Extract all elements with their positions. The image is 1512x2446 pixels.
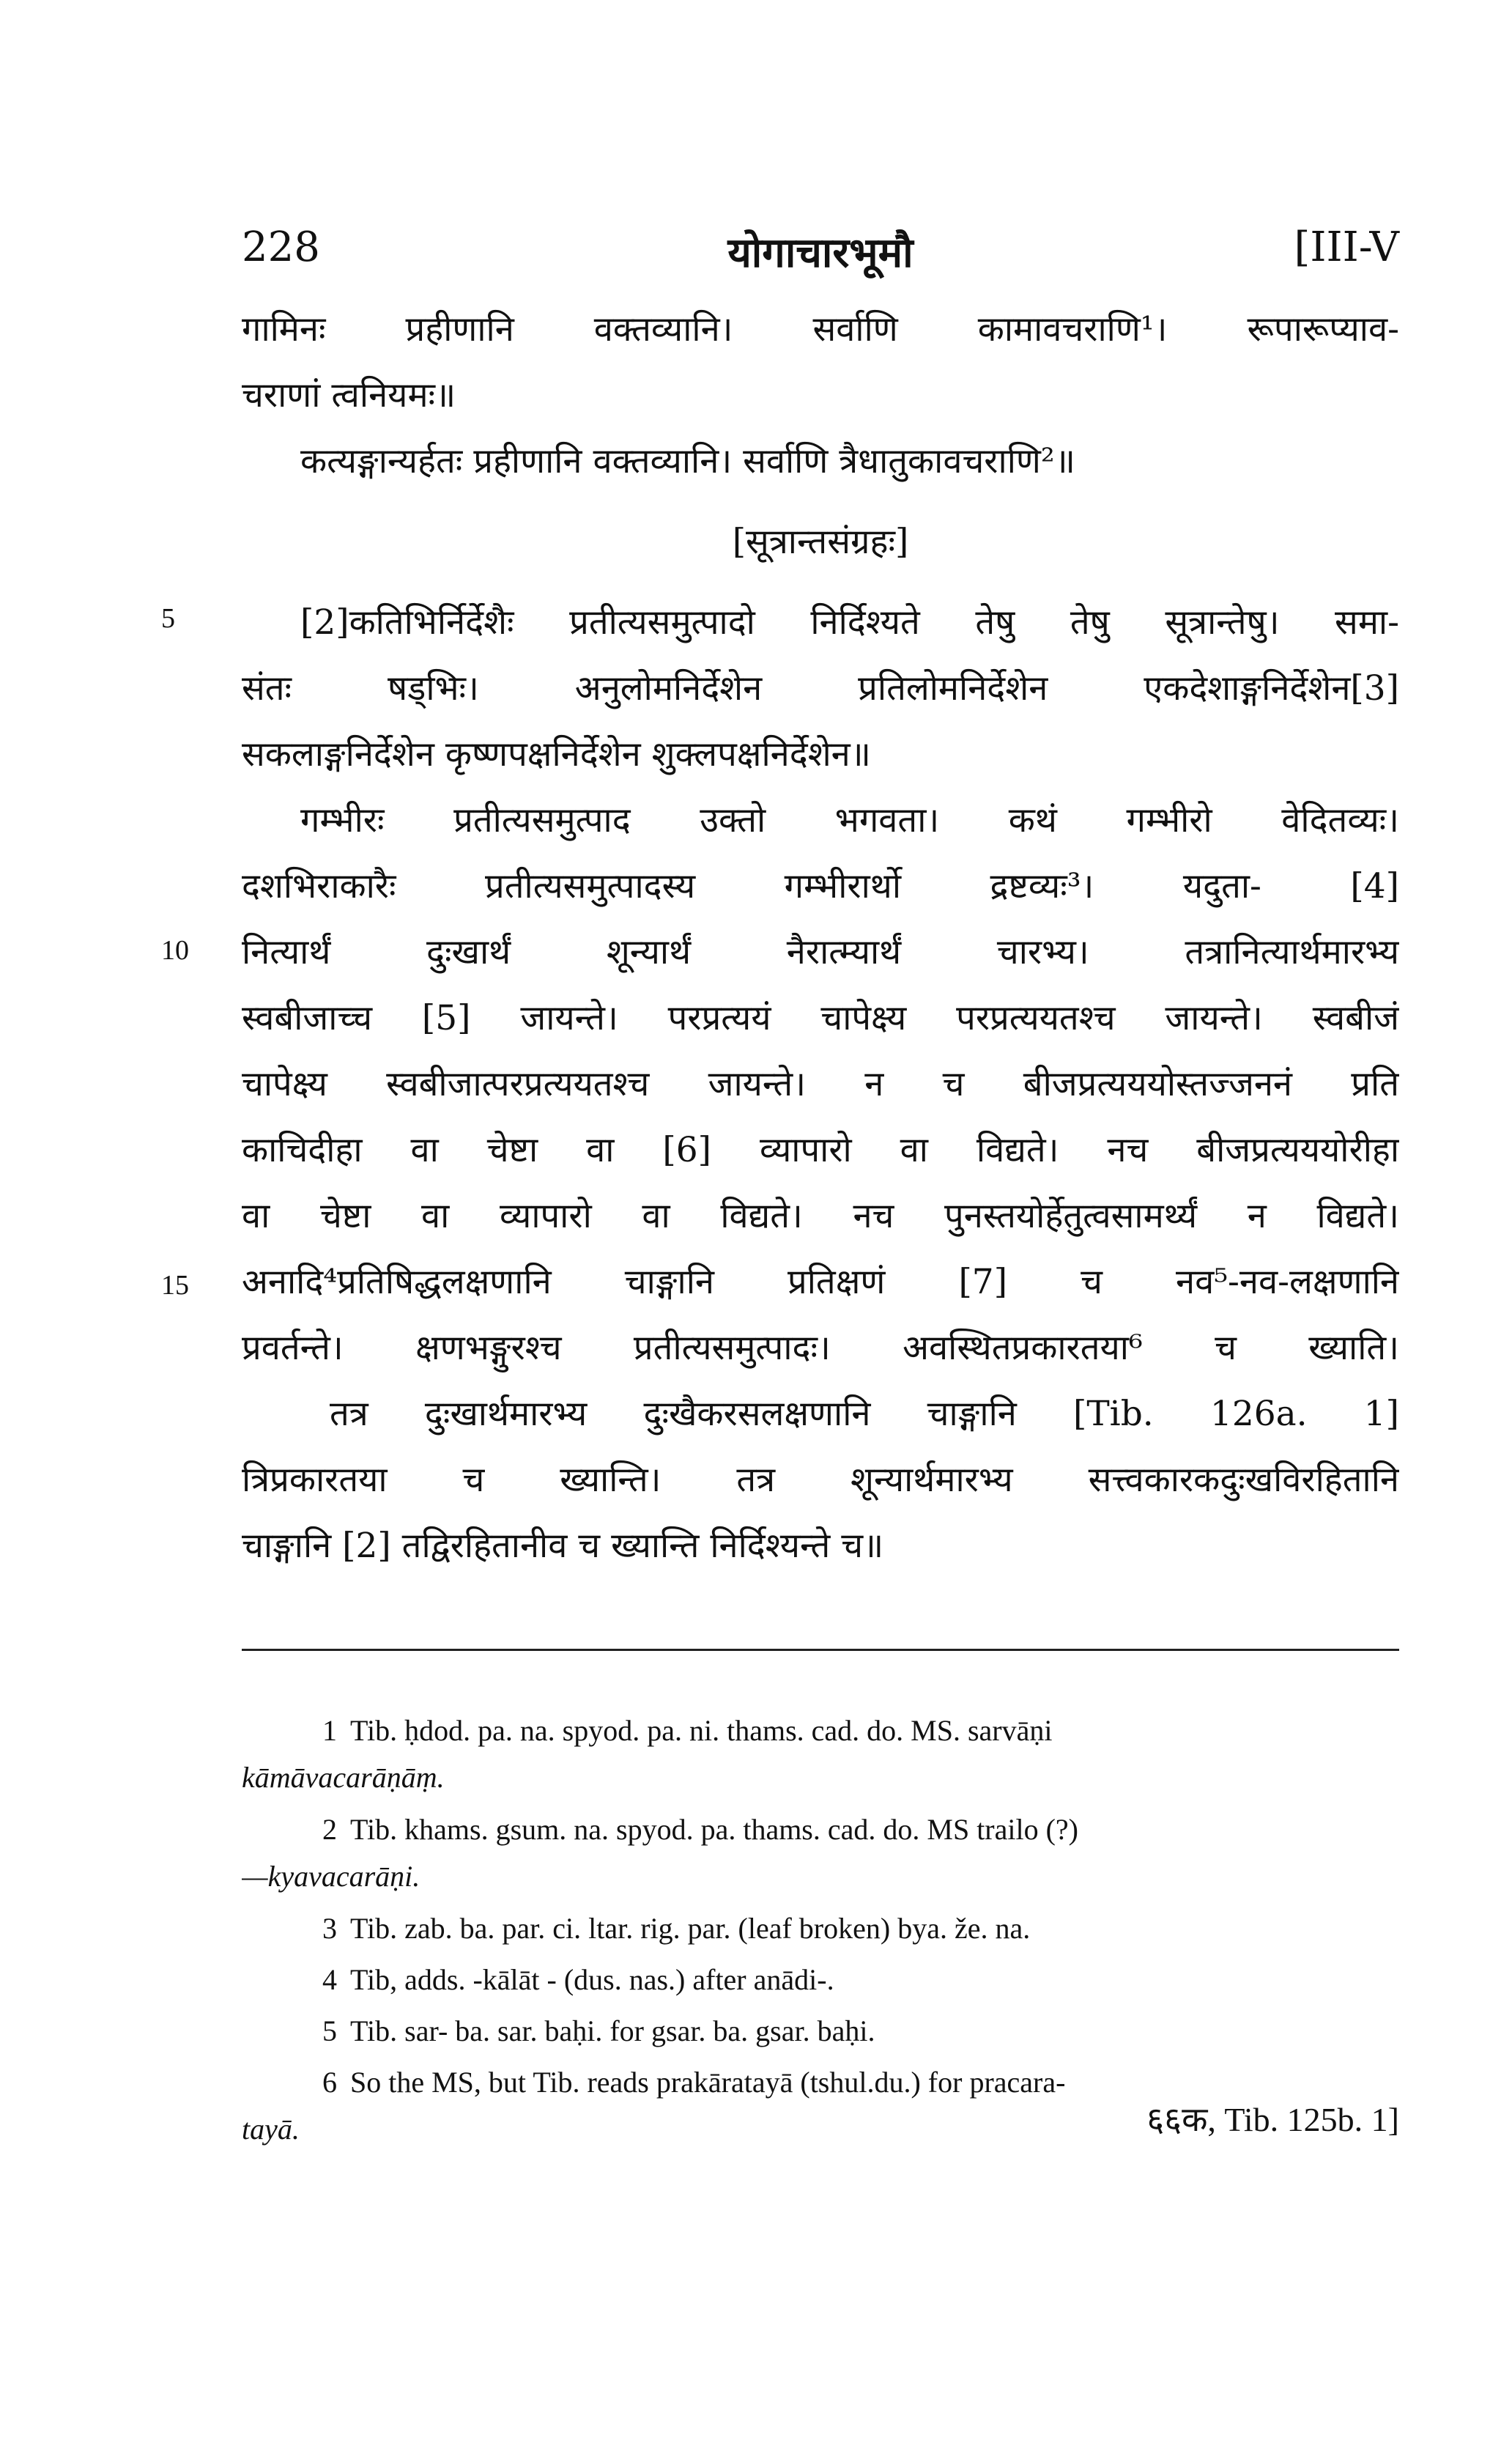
text-line: नित्यार्थं दुःखार्थं शून्यार्थं नैरात्म्यार्थं चारभ्य। तत्रानित्यार्थमारभ्य [242, 932, 1399, 972]
text-line: प्रवर्तन्ते। क्षणभङ्गुरश्च प्रतीत्यसमुत्पादः। अवस्थितप्रकारतया⁶ च ख्याति। [242, 1328, 1399, 1368]
text-line: चराणां त्वनियमः॥ [242, 375, 456, 415]
page-number: 228 [242, 223, 320, 271]
text-line: सकलाङ्गनिर्देशेन कृष्णपक्षनिर्देशेन शुक्लपक्षनिर्देशेन॥ [242, 734, 871, 775]
section-label: [III-V [1294, 223, 1399, 271]
text-line: काचिदीहा वा चेष्टा वा [6] व्यापारो वा विद्यते। नच बीजप्रत्यययोरीहा [242, 1130, 1399, 1170]
text-line: कत्यङ्गान्यर्हतः प्रहीणानि वक्तव्यानि। सर्वाणि त्रैधातुकावचराणि²॥ [300, 441, 1075, 481]
line-number: 10 [161, 935, 189, 966]
running-title: योगाचारभूमौ [727, 229, 914, 277]
footnote-continuation: kāmāvacarāṇāṃ. [242, 1761, 445, 1794]
text-line: चाङ्गानि [2] तद्विरहितानीव च ख्यान्ति निर्दिश्यन्ते च॥ [242, 1526, 884, 1566]
footnote [242, 1905, 1399, 1952]
line-number: 15 [161, 1270, 189, 1301]
footnote-text: Tib. khams. gsum. na. spyod. pa. thams. cad. do. MS trailo (?) [350, 1813, 1079, 1846]
text-line: गम्भीरः प्रतीत्यसमुत्पाद उक्तो भगवता। कथं गम्भीरो वेदितव्यः। [300, 800, 1399, 840]
text-line: त्रिप्रकारतया च ख्यान्ति। तत्र शून्यार्थमारभ्य सत्त्वकारकदुःखविरहितानि [242, 1460, 1399, 1500]
text-line: गामिनः प्रहीणानि वक्तव्यानि। सर्वाणि कामावचराणि¹। रूपारूप्याव- [242, 309, 1399, 350]
footnote-continuation: tayā. [242, 2113, 300, 2146]
footnote [242, 1957, 1399, 2003]
text-line: चापेक्ष्य स्वबीजात्परप्रत्ययतश्च जायन्ते। न च बीजप्रत्यययोस्तज्जननं प्रति [242, 1064, 1399, 1104]
footnote-text: Tib. ḥdod. pa. na. spyod. pa. ni. thams. cad. do. MS. sarvāṇi [350, 1714, 1053, 1747]
footnote-continuation: —kyavacarāṇi. [242, 1860, 420, 1893]
footnote-number: 2 [322, 1813, 337, 1846]
line-number: 5 [161, 603, 175, 634]
footnote [242, 1806, 1399, 1853]
footnote-text: Tib. sar- ba. sar. baḥi. for gsar. ba. gsar. baḥi. [350, 2014, 875, 2047]
footnote-divider [242, 1649, 1399, 1651]
footnote-number: 5 [322, 2014, 337, 2047]
signature-mark: ६६क, Tib. 125b. 1] [1146, 2101, 1399, 2138]
text-line: अनादि⁴प्रतिषिद्धलक्षणानि चाङ्गानि प्रतिक्षणं [7] च नव⁵-नव-लक्षणानि [242, 1262, 1399, 1302]
running-header [242, 223, 1399, 282]
footnote-number: 6 [322, 2066, 337, 2099]
text-line: दशभिराकारैः प्रतीत्यसमुत्पादस्य गम्भीरार्थो द्रष्टव्यः³। यदुता- [4] [242, 866, 1399, 906]
section-heading: [सूत्रान्तसंग्रहः] [732, 522, 909, 562]
footnote-text: Tib. zab. ba. par. ci. ltar. rig. par. (leaf broken) bya. že. na. [350, 1912, 1031, 1945]
footnote-number: 1 [322, 1714, 337, 1747]
footnote [242, 1707, 1399, 1754]
text-line: वा चेष्टा वा व्यापारो वा विद्यते। नच पुनस्तयोर्हेतुत्वसामर्थ्यं न विद्यते। [242, 1196, 1399, 1236]
footnote [242, 2008, 1399, 2055]
footnote-number: 3 [322, 1912, 337, 1945]
footnote-text: Tib, adds. -kālāt - (dus. nas.) after anādi-. [350, 1963, 834, 1996]
footnote-number: 4 [322, 1963, 337, 1996]
text-line: [2]कतिभिर्निर्देशैः प्रतीत्यसमुत्पादो निर्दिश्यते तेषु तेषु सूत्रान्तेषु। समा- [300, 602, 1399, 643]
text-line: तत्र दुःखार्थमारभ्य दुःखैकरसलक्षणानि चाङ्गानि [Tib. 126a. 1] [330, 1394, 1399, 1434]
text-line: संतः षड्भिः। अनुलोमनिर्देशेन प्रतिलोमनिर्देशेन एकदेशाङ्गनिर्देशेन[3] [242, 668, 1399, 709]
text-line: स्वबीजाच्च [5] जायन्ते। परप्रत्ययं चापेक्ष्य परप्रत्ययतश्च जायन्ते। स्वबीजं [242, 998, 1399, 1038]
footnote-text: So the MS, but Tib. reads prakāratayā (tshul.du.) for pracara- [350, 2066, 1066, 2099]
